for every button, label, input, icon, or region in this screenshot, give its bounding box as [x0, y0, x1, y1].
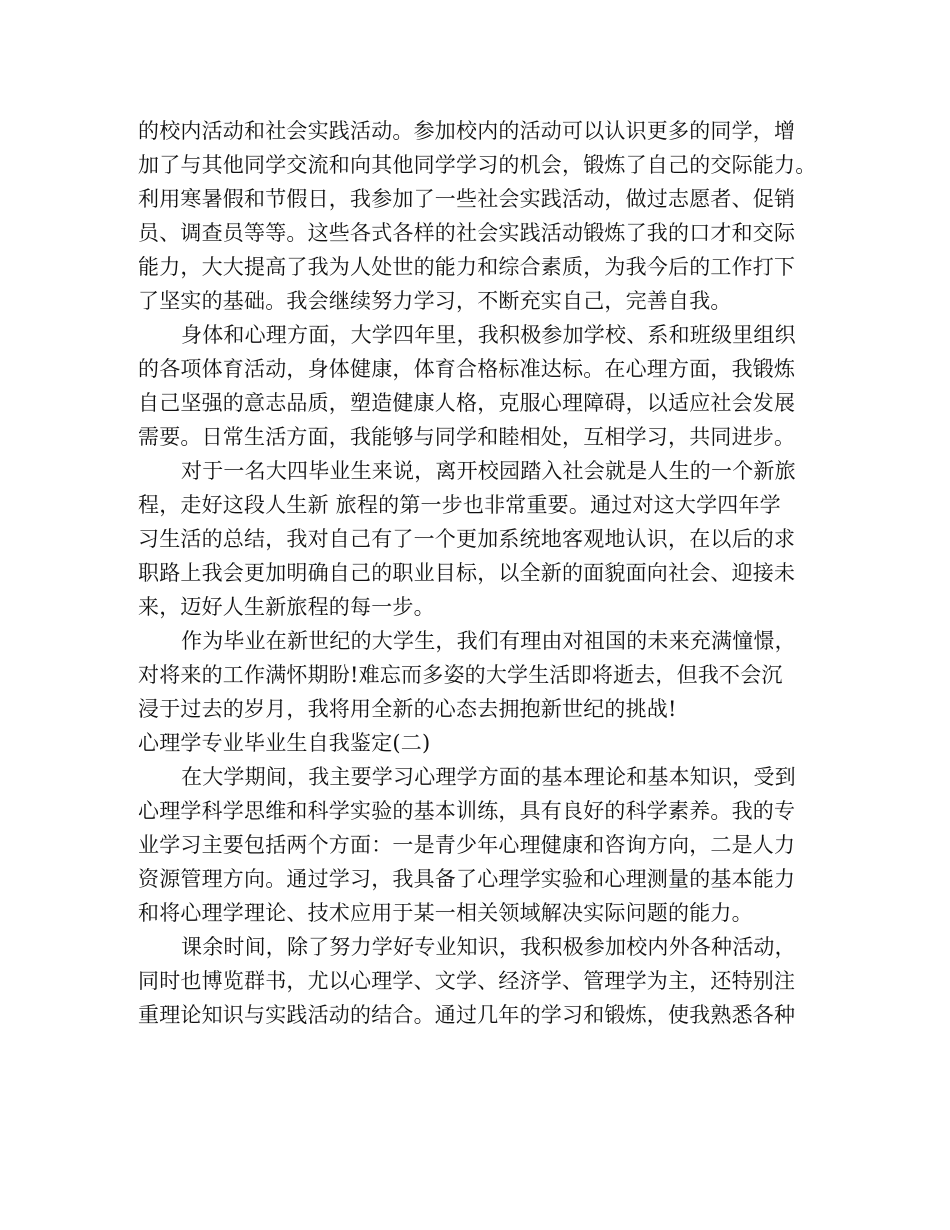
text-line: 了坚实的基础。我会继续努力学习，不断充实自己，完善自我。 [138, 289, 732, 313]
text-line: 需要。日常生活方面，我能够与同学和睦相处，互相学习，共同进步。 [138, 425, 796, 449]
text-line: 身体和心理方面，大学四年里，我积极参加学校、系和班级里组织 [181, 323, 796, 347]
text-line: 重理论知识与实践活动的结合。通过几年的学习和锻炼，使我熟悉各种 [138, 1003, 796, 1027]
text-line: 的各项体育活动，身体健康，体育合格标准达标。在心理方面，我锻炼 [138, 357, 796, 381]
text-line: 资源管理方向。通过学习，我具备了心理学实验和心理测量的基本能力 [138, 867, 796, 891]
text-line: 能力，大大提高了我为人处世的能力和综合素质，为我今后的工作打下 [138, 255, 796, 279]
text-line: 心理学科学思维和科学实验的基本训练，具有良好的科学素养。我的专 [138, 799, 796, 823]
text-line: 业学习主要包括两个方面：一是青少年心理健康和咨询方向，二是人力 [138, 833, 796, 857]
text-line: 作为毕业在新世纪的大学生，我们有理由对祖国的未来充满憧憬， [181, 629, 796, 653]
text-line: 利用寒暑假和节假日，我参加了一些社会实践活动，做过志愿者、促销 [138, 187, 796, 211]
section-heading: 心理学专业毕业生自我鉴定(二) [138, 731, 431, 755]
text-line: 加了与其他同学交流和向其他同学学习的机会，锻炼了自己的交际能力。 [138, 153, 817, 177]
text-line: 对将来的工作满怀期盼!难忘而多姿的大学生活即将逝去，但我不会沉 [138, 663, 783, 687]
text-line: 的校内活动和社会实践活动。参加校内的活动可以认识更多的同学，增 [138, 119, 796, 143]
text-line: 职路上我会更加明确自己的职业目标，以全新的面貌面向社会、迎接未 [138, 561, 796, 585]
text-line: 对于一名大四毕业生来说，离开校园踏入社会就是人生的一个新旅 [181, 459, 796, 483]
text-line: 浸于过去的岁月，我将用全新的心态去拥抱新世纪的挑战! [138, 697, 677, 721]
document-body [138, 114, 817, 1032]
text-line: 程，走好这段人生新 旅程的第一步也非常重要。通过对这大学四年学 [138, 493, 781, 517]
text-line: 和将心理学理论、技术应用于某一相关领域解决实际问题的能力。 [138, 901, 753, 925]
text-line: 同时也博览群书，尤以心理学、文学、经济学、管理学为主，还特别注 [138, 969, 796, 993]
text-line: 自己坚强的意志品质，塑造健康人格，克服心理障碍，以适应社会发展 [138, 391, 796, 415]
text-line: 员、调查员等等。这些各式各样的社会实践活动锻炼了我的口才和交际 [138, 221, 796, 245]
text-line: 课余时间，除了努力学好专业知识，我积极参加校内外各种活动， [181, 935, 796, 959]
text-line: 习生活的总结，我对自己有了一个更加系统地客观地认识，在以后的求 [138, 527, 796, 551]
text-line: 来，迈好人生新旅程的每一步。 [138, 595, 435, 619]
text-line: 在大学期间，我主要学习心理学方面的基本理论和基本知识，受到 [181, 765, 796, 789]
